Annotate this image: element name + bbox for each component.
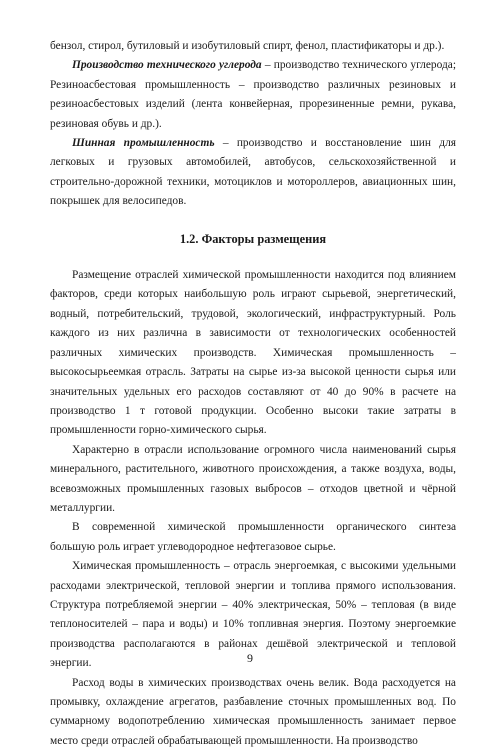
paragraph-organic-synthesis: В современной химической промышленности органического синтеза большую роль играет углеводородное нефтегазовое сырье. (50, 521, 456, 553)
term-tire-industry: Шинная промышленность (72, 137, 215, 150)
definition-paragraph-tire-industry (50, 134, 456, 212)
section-heading: 1.2. Факторы размещения (179, 231, 327, 246)
definition-text-tire-industry: – производство и восстановление шин для легковых и грузовых автомобилей, автобусов, сельскохозяйственной и строительно-дорожной техники, мотоциклов и мотороллеров, авиационных шин, покрышек для велосипедов. (50, 137, 456, 208)
page-number: 9 (247, 651, 253, 665)
term-technical-carbon: Производство технического углерода (72, 59, 262, 72)
definition-paragraph-carbon-black (50, 56, 456, 134)
paragraph-placement-factors: Размещение отраслей химической промышленности находится под влиянием факторов, среди которых наибольшую роль играют сырьевой, энергетический, водный, потребительский, трудовой, экологический, инфраструктурный. Роль каждого из них различна в зависимости от технологических особенностей различных химических производств. Химическая промышленность – высокосырьеемкая отрасль. Затраты на сырье из-за высокой ценности сырья или значительных удельных его расходов составляют от 40 до 90% в расчете на производство 1 т готовой продукции. Особенно высоки такие затраты в промышленности горно-химического сырья. (50, 269, 456, 437)
intro-paragraph: бензол, стирол, бутиловый и изобутиловый спирт, фенол, пластификаторы и др.). (50, 40, 445, 52)
paragraph-raw-materials: Характерно в отрасли использование огромного числа наименований сырья минерального, растительного, животного происхождения, а также воздуха, воды, всевозможных промышленных газовых выбросов – отходов цветной и чёрной металлургии. (50, 443, 456, 514)
body-text (50, 37, 456, 751)
definition-text-carbon-black: – производство технического углерода; Резиноасбестовая промышленность – производство различных резиновых и резиноасбестовых изделий (лента конвейерная, прорезиненные ремни, рукава, резиновая обувь и др.). (50, 59, 456, 130)
paragraph-energy: Химическая промышленность – отрасль энергоемкая, с высокими удельными расходами электрической, тепловой энергии и топлива прямого использования. Структура потребляемой энергии – 40% электрическая, 50% – тепловая (в виде теплоносителей – пара и воды) и 10% топливная энергия. Поэтому энергоемкие производства располагаются в районах дешёвой электрической и тепловой энергии. (50, 560, 456, 670)
paragraph-water: Расход воды в химических производствах очень велик. Вода расходуется на промывку, охлаждение агрегатов, разбавление сточных промышленных вод. По суммарному водопотреблению химическая промышленность занимает первое место среди отраслей обрабатывающей промышленности. На производство (50, 676, 456, 747)
